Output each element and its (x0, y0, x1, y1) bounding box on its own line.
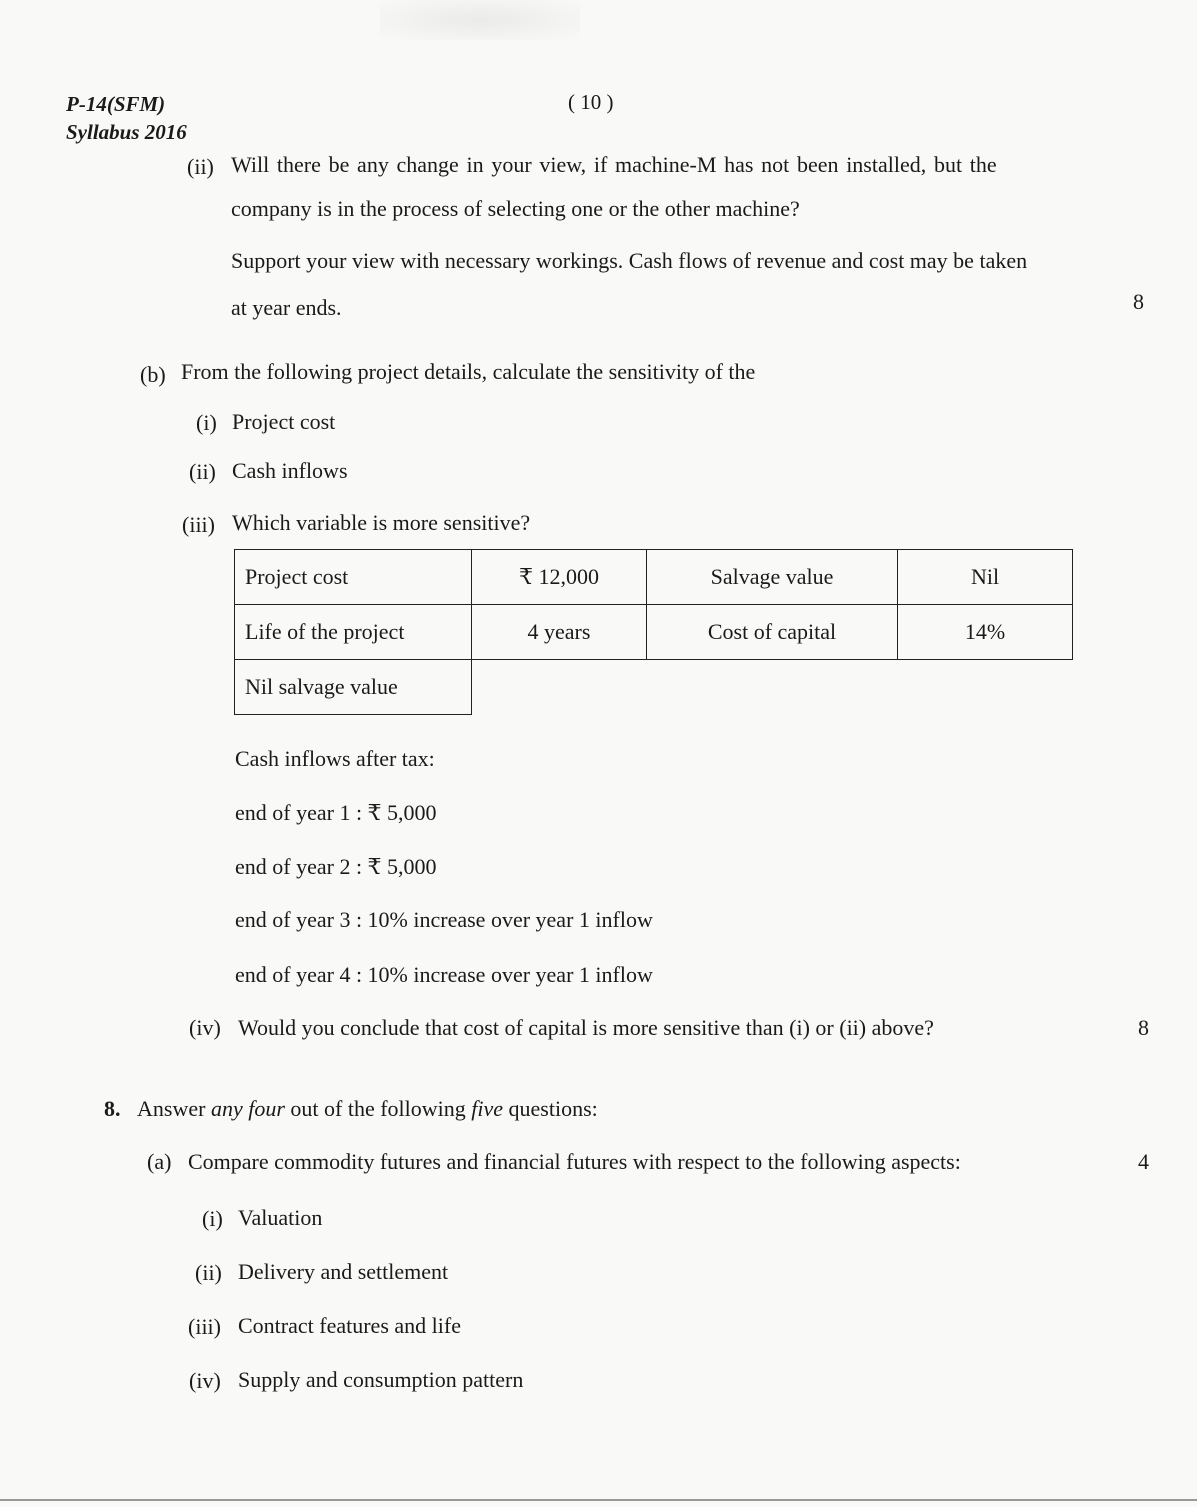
q8a-aspect-number: (iii) (188, 1314, 221, 1339)
table-cell-empty (472, 660, 647, 715)
q7a-support-line2: at year ends. (231, 295, 342, 320)
q7b-marks: 8 (1138, 1015, 1149, 1040)
q8a-aspect-number: (ii) (195, 1260, 222, 1285)
q7a-ii-line1: Will there be any change in your view, if machine-M has not been installed, but the (231, 152, 997, 177)
q7a-marks: 8 (1133, 289, 1144, 314)
q7b-label: (b) (140, 362, 166, 387)
table-row (235, 660, 1073, 715)
q7b-item-text: Cash inflows (232, 458, 348, 483)
table-cell: 14% (898, 605, 1073, 660)
table-cell: Life of the project (235, 605, 472, 660)
scan-bottom-edge (0, 1499, 1197, 1501)
q7a-ii-line2: company is in the process of selecting one or the other machine? (231, 196, 800, 221)
page-number: ( 10 ) (568, 90, 614, 114)
cash-inflow-line: end of year 4 : 10% increase over year 1 inflow (235, 962, 653, 987)
q8a-text: Compare commodity futures and financial futures with respect to the following aspects: (188, 1149, 961, 1174)
q7a-support-line1: Support your view with necessary workings. Cash flows of revenue and cost may be taken (231, 248, 1028, 273)
q8a-aspect-text: Contract features and life (238, 1313, 461, 1338)
q7b-intro: From the following project details, calculate the sensitivity of the (181, 359, 756, 384)
q8a-aspect-number: (i) (202, 1206, 223, 1231)
q8a-label: (a) (147, 1149, 172, 1174)
q7b-item-number: (i) (196, 410, 217, 435)
q7b-iv-number: (iv) (189, 1015, 221, 1040)
q7b-item-number: (iii) (182, 512, 215, 537)
table-row (235, 605, 1073, 660)
cash-inflow-line: end of year 1 : ₹ 5,000 (235, 800, 437, 825)
q8a-aspect-number: (iv) (189, 1368, 221, 1393)
q7b-item-text: Project cost (232, 409, 336, 434)
cash-inflow-line: end of year 3 : 10% increase over year 1 inflow (235, 907, 653, 932)
q8-instruction: Answer any four out of the following five questions: (137, 1096, 598, 1121)
project-details-table (234, 549, 1073, 715)
q7b-item-number: (ii) (189, 459, 216, 484)
q7b-iv-text: Would you conclude that cost of capital is more sensitive than (i) or (ii) above? (238, 1015, 934, 1040)
scan-smudge (380, 0, 580, 40)
table-cell: Salvage value (647, 550, 898, 605)
q8a-aspect-text: Supply and consumption pattern (238, 1367, 524, 1392)
table-cell: Project cost (235, 550, 472, 605)
q8-number: 8. (104, 1096, 121, 1121)
q8a-aspect-text: Delivery and settlement (238, 1259, 449, 1284)
table-cell: Nil salvage value (235, 660, 472, 715)
syllabus-label: Syllabus 2016 (66, 120, 187, 144)
q8a-aspect-text: Valuation (238, 1205, 323, 1230)
table-cell-empty (898, 660, 1073, 715)
table-cell: Nil (898, 550, 1073, 605)
cash-inflow-line: end of year 2 : ₹ 5,000 (235, 854, 437, 879)
table-cell: ₹ 12,000 (472, 550, 647, 605)
q7b-item-text: Which variable is more sensitive? (232, 510, 531, 535)
table-cell-empty (647, 660, 898, 715)
q7a-ii-number: (ii) (187, 154, 214, 179)
table-cell: Cost of capital (647, 605, 898, 660)
q8a-marks: 4 (1138, 1149, 1149, 1174)
cash-inflows-title: Cash inflows after tax: (235, 746, 435, 771)
table-cell: 4 years (472, 605, 647, 660)
paper-code: P-14(SFM) (66, 92, 166, 116)
table-row (235, 550, 1073, 605)
